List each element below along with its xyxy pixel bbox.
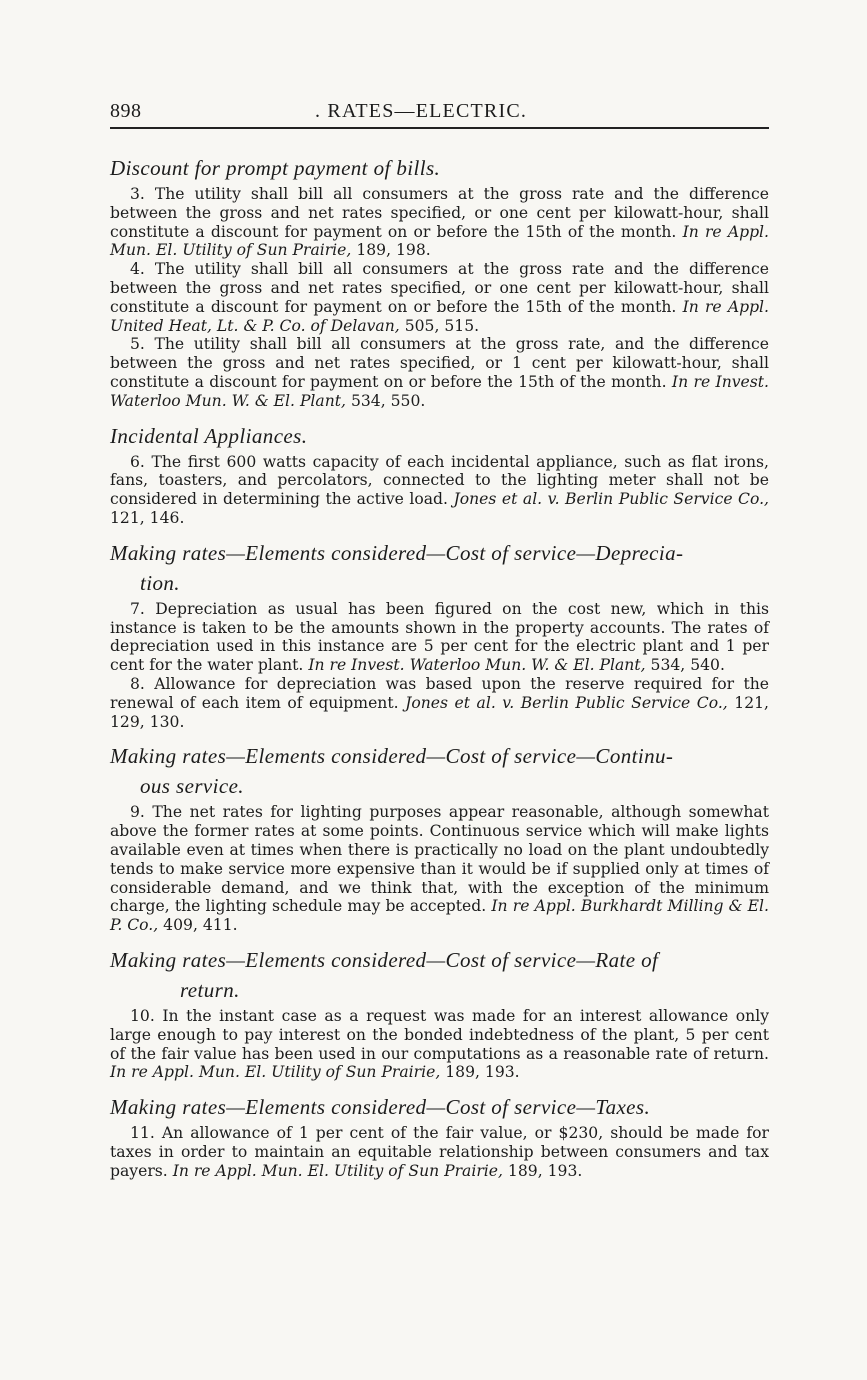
citation-pages: 189, 198. bbox=[351, 241, 431, 260]
citation: In re Invest. Waterloo Mun. W. & El. Plant, bbox=[110, 372, 769, 410]
heading-continuation: return. bbox=[180, 977, 240, 1002]
running-title: . RATES—ELECTRIC. bbox=[315, 100, 528, 122]
paragraph bbox=[110, 1007, 769, 1082]
heading-continuation: ous service. bbox=[140, 774, 244, 799]
paragraph bbox=[110, 453, 769, 528]
heading-continuation: tion. bbox=[140, 570, 180, 595]
paragraph bbox=[110, 600, 769, 675]
citation: In re Invest. Waterloo Mun. W. & El. Plant, bbox=[308, 656, 646, 675]
paragraph bbox=[110, 185, 769, 260]
heading-text: Making rates—Elements considered—Cost of service—Continu- bbox=[110, 744, 674, 769]
heading-text: Making rates—Elements considered—Cost of service—Rate of bbox=[110, 947, 659, 972]
paragraph-text: 9. The net rates for lighting purposes appear reasonable, although somewhat above the former rates at some points. Continuous service which will make lights available even at times when there is practically no load on the plant undoubtedly tends to make service more expensive than it would be if supplied only at times of considerable demand, and we think that, with the exception of the minimum charge, the lighting schedule may be accepted. bbox=[110, 803, 769, 916]
paragraph bbox=[110, 1124, 769, 1180]
paragraph-text: 7. Depreciation as usual has been figured on the cost new, which in this instance is taken to be the amounts shown in the property accounts. The rates of depreciation used in this instance are 5 per cent for the electric plant and 1 per cent for the water plant. bbox=[110, 599, 769, 675]
paragraph-text: 11. An allowance of 1 per cent of the fair value, or $230, should be made for taxes in order to maintain an equitable relationship between consumers and tax payers. bbox=[110, 1124, 769, 1180]
citation: In re Appl. Mun. El. Utility of Sun Prairie, bbox=[110, 1063, 441, 1082]
section-incidental-appliances bbox=[110, 423, 769, 528]
heading-text: Discount for prompt payment of bills. bbox=[110, 156, 441, 180]
paragraph bbox=[110, 260, 769, 335]
paragraph bbox=[110, 675, 769, 731]
citation-pages: 121, 146. bbox=[110, 508, 185, 527]
citation: In re Appl. Burkhardt Milling & El. P. Co., bbox=[110, 897, 769, 935]
heading-text: Making rates—Elements considered—Cost of service—Deprecia- bbox=[110, 540, 684, 565]
page-number: 898 bbox=[110, 100, 142, 122]
paragraph bbox=[110, 803, 769, 935]
section-heading bbox=[110, 1094, 769, 1120]
paragraph-text: 10. In the instant case as a request was made for an interest allowance only large enough to pay interest on the bonded indebtedness of the plant, 5 per cent of the fair value has been used in our computations as a reasonable rate of return. bbox=[110, 1006, 769, 1063]
citation: In re Appl. Mun. El. Utility of Sun Prairie, bbox=[172, 1161, 503, 1180]
section-rate-of-return bbox=[110, 947, 769, 1082]
section-discount bbox=[110, 155, 769, 411]
citation: In re Appl. United Heat, Lt. & P. Co. of Delavan, bbox=[110, 297, 769, 335]
paragraph-text: 3. The utility shall bill all consumers at the gross rate and the difference between the gross and net rates specified, or one cent per kilowatt-hour, shall constitute a discount for payment on or before the 15th of the month. bbox=[110, 185, 769, 241]
section-heading bbox=[110, 743, 769, 799]
page-header bbox=[110, 100, 769, 129]
section-heading bbox=[110, 540, 769, 596]
paragraph-text: 5. The utility shall bill all consumers at the gross rate, and the difference between the gross and net rates specified, or 1 cent per kilowatt-hour, shall constitute a discount for payment on or before the 15th of the month. bbox=[110, 335, 769, 391]
section-taxes bbox=[110, 1094, 769, 1180]
section-continuous-service bbox=[110, 743, 769, 935]
citation-pages: 534, 540. bbox=[645, 656, 725, 675]
section-heading bbox=[110, 423, 769, 449]
paragraph-text: 8. Allowance for depreciation was based upon the reserve required for the renewal of each item of equipment. bbox=[110, 674, 769, 712]
citation-pages: 409, 411. bbox=[158, 916, 238, 935]
section-heading bbox=[110, 155, 769, 181]
paragraph bbox=[110, 335, 769, 410]
paragraph-text: 6. The first 600 watts capacity of each incidental appliance, such as flat irons, fans, toasters, and percolators, connected to the lighting meter shall not be considered in determining the active load. bbox=[110, 452, 769, 509]
citation-pages: 505, 515. bbox=[399, 316, 480, 335]
heading-text: Incidental Appliances. bbox=[110, 423, 308, 448]
section-depreciation bbox=[110, 540, 769, 732]
paragraph-text: 4. The utility shall bill all consumers at the gross rate and the difference between the gross and net rates specified, or one cent per kilowatt-hour, shall constitute a discount for payment on or before the 15th of the month. bbox=[110, 260, 769, 316]
section-heading bbox=[110, 947, 769, 1003]
citation: Jones et al. v. Berlin Public Service Co., bbox=[405, 693, 728, 712]
citation: Jones et al. v. Berlin Public Service Co., bbox=[453, 490, 769, 509]
citation: In re Appl. Mun. El. Utility of Sun Prairie, bbox=[110, 222, 769, 260]
citation-pages: 534, 550. bbox=[345, 391, 426, 410]
heading-text: Making rates—Elements considered—Cost of service—Taxes. bbox=[110, 1095, 651, 1120]
citation-pages: 189, 193. bbox=[440, 1063, 520, 1082]
citation-pages: 189, 193. bbox=[502, 1161, 583, 1180]
citation-pages: 121, 129, 130. bbox=[110, 693, 769, 731]
